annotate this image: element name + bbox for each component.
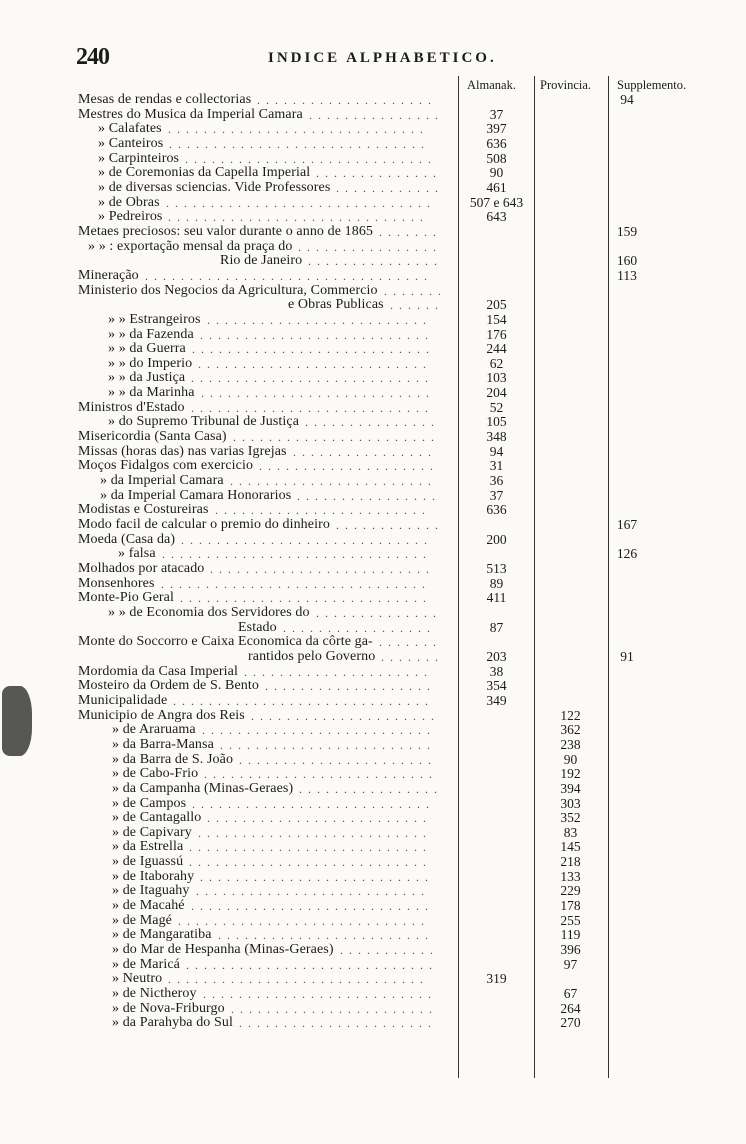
index-entry	[0, 577, 746, 592]
entry-label: » da Imperial Camara	[100, 473, 224, 489]
page-ref-c3: 160	[616, 253, 638, 269]
entry-label: Molhados por atacado	[78, 561, 205, 576]
entry-label: Monsenhores	[78, 575, 155, 591]
page-ref-c3: 126	[616, 546, 638, 562]
page-ref-c2: 83	[563, 824, 578, 840]
entry-label: » de Iguassú	[112, 854, 184, 870]
page-ref-c2: 264	[560, 1000, 581, 1016]
index-entry	[0, 489, 746, 504]
index-entry	[0, 313, 746, 328]
index-entry	[0, 533, 746, 548]
page-ref-c1: 94	[489, 443, 504, 459]
entry-label: » » da Marinha	[108, 385, 195, 401]
entry-label: » de Obras	[98, 194, 160, 210]
entry-label: » » de Economia dos Servidores do	[108, 604, 310, 620]
leader-dots: ............	[336, 180, 444, 195]
page-ref-c1: 62	[489, 355, 504, 371]
index-entry	[0, 474, 746, 489]
index-entry	[0, 899, 746, 914]
entry-label: » Carpinteiros	[98, 150, 180, 166]
page-ref-c1: 461	[486, 179, 507, 195]
leader-dots: ................	[293, 444, 437, 459]
page-ref-c2: 229	[560, 883, 581, 899]
page-ref-c1: 204	[486, 385, 507, 401]
index-entry	[0, 328, 746, 343]
leader-dots: .......	[381, 649, 444, 664]
index-entries	[0, 93, 746, 1031]
page-title: INDICE ALPHABETICO.	[268, 50, 497, 66]
page-ref-c1: 411	[486, 590, 507, 606]
entry-label: » da Estrella	[112, 839, 184, 855]
entry-label: » do Supremo Tribunal de Justiça	[108, 414, 300, 430]
entry-label: » falsa	[118, 546, 156, 562]
leader-dots: ..........................	[200, 327, 434, 342]
entry-label: Moços Fidalgos com exercicio	[78, 458, 254, 474]
entry-label: Municipio de Angra dos Reis	[78, 707, 245, 723]
index-entry	[0, 782, 746, 797]
leader-dots: .............................	[168, 210, 429, 225]
leader-dots: .........................	[207, 312, 432, 327]
entry-label: » » da Guerra	[108, 341, 186, 357]
leader-dots: .......	[379, 635, 442, 650]
leader-dots: ....................	[257, 93, 437, 107]
index-entry	[0, 371, 746, 386]
leader-dots: ...........................	[192, 342, 435, 357]
index-entry	[0, 1002, 746, 1017]
page-ref-c1: 513	[486, 561, 507, 576]
column-header-provincia: Provincia.	[540, 78, 592, 92]
entry-label: » » da Fazenda	[108, 326, 194, 342]
leader-dots: ...............	[308, 254, 443, 269]
leader-dots: ...........................	[191, 371, 434, 386]
page-ref-c1: 154	[486, 311, 507, 327]
page-ref-c2: 192	[560, 766, 581, 782]
index-entry	[0, 972, 746, 987]
page-ref-c1: 319	[486, 971, 507, 987]
page-ref-c2: 396	[560, 942, 581, 958]
leader-dots: ..........................	[198, 356, 432, 371]
index-entry	[0, 445, 746, 460]
entry-label: » de Nova-Friburgo	[112, 1000, 225, 1016]
entry-label: » de Itaborahy	[112, 868, 195, 884]
leader-dots: ...........................	[189, 840, 432, 855]
page-ref-c2: 362	[560, 722, 581, 738]
entry-label: » da Barra-Mansa	[112, 736, 214, 752]
index-entry	[0, 709, 746, 724]
index-entry	[0, 342, 746, 357]
page-ref-c3: 91	[620, 648, 634, 664]
index-entry	[0, 870, 746, 885]
leader-dots: ..........................	[202, 723, 436, 738]
entry-label: » Pedreiros	[98, 209, 163, 225]
leader-dots: ...........................	[191, 400, 434, 415]
entry-label: Mosteiro da Ordem de S. Bento	[78, 678, 259, 694]
leader-dots: .......	[379, 224, 442, 239]
leader-dots: .........................	[210, 562, 435, 576]
page-ref-c2: 122	[560, 707, 581, 723]
index-entry	[0, 621, 746, 636]
index-entry	[0, 93, 746, 108]
entry-label: Misericordia (Santa Casa)	[78, 429, 227, 445]
page-ref-c1: 37	[489, 106, 504, 122]
leader-dots: ..............	[316, 166, 442, 181]
index-entry	[0, 606, 746, 621]
entry-label: » Calafates	[98, 121, 162, 137]
index-entry	[0, 210, 746, 225]
entry-label: Monte-Pio Geral	[78, 590, 174, 606]
entry-label: Metaes preciosos: seu valor durante o anno de 1865	[78, 223, 374, 239]
page-ref-c1: 354	[486, 678, 507, 694]
index-entry	[0, 152, 746, 167]
entry-label: Mineração	[78, 267, 139, 283]
index-entry	[0, 987, 746, 1002]
page-ref-c2: 145	[560, 839, 581, 855]
index-entry	[0, 797, 746, 812]
column-header-almanak: Almanak.	[467, 78, 516, 92]
page-ref-c1: 90	[489, 165, 504, 181]
entry-label: Estado	[238, 619, 277, 635]
index-entry	[0, 914, 746, 929]
index-entry	[0, 225, 746, 240]
leader-dots: ........................	[218, 928, 434, 943]
leader-dots: .................	[283, 620, 436, 635]
entry-label: Modo facil de calcular o premio do dinheiro	[78, 517, 330, 533]
index-entry	[0, 855, 746, 870]
page-ref-c2: 97	[563, 956, 578, 972]
entry-label: » de Campos	[112, 795, 187, 811]
index-entry	[0, 928, 746, 943]
entry-label: » de Cabo-Frio	[112, 766, 199, 782]
page-ref-c2: 303	[560, 795, 581, 811]
leader-dots: ............................	[180, 591, 432, 606]
entry-label: » » da Justiça	[108, 370, 186, 386]
page-ref-c1: 52	[489, 399, 504, 415]
page-ref-c1: 348	[486, 429, 507, 445]
entry-label: » da Campanha (Minas-Geraes)	[112, 780, 294, 796]
index-entry	[0, 196, 746, 211]
entry-label: » Canteiros	[98, 135, 164, 151]
page-ref-c3: 159	[616, 223, 638, 239]
page-ref-c3: 167	[616, 517, 638, 533]
index-entry	[0, 694, 746, 709]
index-entry	[0, 269, 746, 284]
leader-dots: .............................	[168, 972, 429, 987]
entry-label: » de Coremonias da Capella Imperial	[98, 165, 311, 181]
leader-dots: ...............	[309, 107, 444, 122]
leader-dots: ............................	[178, 913, 430, 928]
index-entry	[0, 723, 746, 738]
leader-dots: ...........................	[192, 796, 435, 811]
entry-label: Ministros d'Estado	[78, 399, 185, 415]
entry-label: rantidos pelo Governo	[248, 648, 376, 664]
index-entry	[0, 958, 746, 973]
entry-label: » de Maricá	[112, 956, 180, 972]
page-ref-c1: 87	[489, 619, 504, 635]
entry-label: Mestres do Musica da Imperial Camara	[78, 106, 303, 122]
entry-label: » do Mar de Hespanha (Minas-Geraes)	[112, 942, 334, 958]
page-ref-c2: 178	[560, 898, 581, 914]
entry-label: » de Macahé	[112, 898, 185, 914]
index-entry	[0, 386, 746, 401]
index-entry	[0, 401, 746, 416]
leader-dots: .............................	[168, 122, 429, 137]
entry-label: Mordomia da Casa Imperial	[78, 663, 238, 679]
leader-dots: .......................	[233, 430, 440, 445]
leader-dots: .....................	[251, 708, 440, 723]
entry-label: Ministerio dos Negocios da Agricultura, Commercio	[78, 282, 378, 298]
index-entry	[0, 459, 746, 474]
index-entry	[0, 357, 746, 372]
page-ref-c2: 133	[560, 868, 581, 884]
index-entry	[0, 240, 746, 255]
entry-label: e Obras Publicas	[288, 297, 384, 313]
page-ref-c1: 508	[486, 150, 507, 166]
leader-dots: .......................	[230, 474, 437, 489]
index-entry	[0, 254, 746, 269]
index-entry	[0, 518, 746, 533]
index-entry	[0, 635, 746, 650]
page-header	[0, 44, 746, 70]
page-ref-c2: 119	[560, 927, 581, 943]
page-ref-c2: 352	[560, 810, 581, 826]
entry-label: » de Araruama	[112, 722, 196, 738]
index-entry	[0, 181, 746, 196]
leader-dots: ...........	[340, 943, 439, 958]
index-entry	[0, 108, 746, 123]
entry-label: » de Itaguahy	[112, 883, 190, 899]
entry-label: Municipalidade	[78, 692, 168, 708]
index-entry	[0, 503, 746, 518]
page-ref-c3: 113	[617, 267, 637, 283]
column-header-supplemento: Supplemento.	[617, 78, 687, 92]
page-ref-c1: 38	[489, 663, 504, 679]
page-ref-c2: 67	[563, 986, 578, 1002]
index-entry	[0, 1016, 746, 1031]
entry-label: » da Parahyba do Sul	[112, 1015, 233, 1031]
leader-dots: ......................	[239, 752, 437, 767]
entry-label: Rio de Janeiro	[220, 253, 303, 269]
page-ref-c1: 636	[486, 502, 507, 518]
leader-dots: .............................	[169, 136, 430, 151]
leader-dots: ..........................	[196, 884, 430, 899]
page-ref-c2: 238	[560, 736, 581, 752]
leader-dots: ................	[297, 488, 441, 503]
leader-dots: ..........................	[204, 767, 438, 782]
page-ref-c1: 37	[489, 487, 504, 503]
index-entry	[0, 665, 746, 680]
page-ref-c1: 636	[486, 135, 507, 151]
leader-dots: ...........................	[189, 855, 432, 870]
entry-label: » » do Imperio	[108, 355, 193, 371]
entry-label: Mesas de rendas e collectorias	[78, 92, 252, 107]
index-entry	[0, 547, 746, 562]
page-ref-c1: 31	[489, 458, 504, 474]
index-entry	[0, 943, 746, 958]
leader-dots: .............................	[173, 693, 434, 708]
leader-dots: ..............................	[161, 576, 431, 591]
page-ref-c1: 349	[486, 692, 507, 708]
leader-dots: ..........................	[200, 869, 434, 884]
leader-dots: ........................	[220, 737, 436, 752]
index-entry	[0, 430, 746, 445]
leader-dots: ...................	[265, 679, 436, 694]
entry-label: » de Magé	[112, 912, 172, 928]
page-ref-c1: 105	[486, 414, 507, 430]
page-number: 240	[76, 44, 109, 70]
leader-dots: ...............	[305, 415, 440, 430]
index-entry	[0, 166, 746, 181]
leader-dots: ................	[299, 781, 443, 796]
leader-dots: ..............................	[166, 195, 436, 210]
leader-dots: ......................	[239, 1016, 437, 1031]
leader-dots: .....................	[244, 664, 433, 679]
entry-label: » de Nictheroy	[112, 986, 197, 1002]
page-ref-c1: 176	[486, 326, 507, 342]
leader-dots: ............................	[181, 532, 433, 547]
index-entry	[0, 840, 746, 855]
leader-dots: ...........................	[191, 899, 434, 914]
page-ref-c1: 89	[489, 575, 504, 591]
index-entry	[0, 650, 746, 665]
page-ref-c1: 205	[486, 297, 507, 313]
index-entry	[0, 826, 746, 841]
entry-label: Monte do Soccorro e Caixa Economica da côrte ga-	[78, 634, 373, 650]
leader-dots: ..........................	[201, 386, 435, 401]
page-ref-c2: 255	[560, 912, 581, 928]
leader-dots: ..........................	[203, 987, 437, 1002]
index-entry	[0, 415, 746, 430]
page-ref-c1: 200	[486, 531, 507, 547]
entry-label: » da Imperial Camara Honorarios	[100, 487, 292, 503]
leader-dots: ............................	[186, 957, 438, 972]
leader-dots: ......	[390, 298, 444, 313]
entry-label: » » : exportação mensal da praça do	[88, 238, 293, 254]
page-ref-c2: 394	[560, 780, 581, 796]
entry-label: » » Estrangeiros	[108, 311, 201, 327]
leader-dots: ............................	[185, 151, 437, 166]
leader-dots: ........................	[215, 503, 431, 518]
leader-dots: ............	[336, 518, 444, 533]
index-entry	[0, 679, 746, 694]
index-entry	[0, 122, 746, 137]
index-entry	[0, 884, 746, 899]
entry-label: » da Barra de S. João	[112, 751, 234, 767]
index-entry	[0, 298, 746, 313]
leader-dots: ..............................	[162, 547, 432, 562]
leader-dots: ....................	[259, 459, 439, 474]
entry-label: Missas (horas das) nas varias Igrejas	[78, 443, 287, 459]
page-ref-c1: 36	[489, 473, 504, 489]
index-entry	[0, 591, 746, 606]
page-ref-c2: 218	[560, 854, 581, 870]
leader-dots: ..........................	[198, 825, 432, 840]
entry-label: Moeda (Casa da)	[78, 531, 176, 547]
entry-label: » de Cantagallo	[112, 810, 202, 826]
page-ref-c1: 103	[486, 370, 507, 386]
page-ref-c1: 643	[486, 209, 507, 225]
leader-dots: .......................	[231, 1001, 438, 1016]
entry-label: » de Capivary	[112, 824, 192, 840]
leader-dots: ................	[298, 239, 442, 254]
leader-dots: ..............	[316, 605, 442, 620]
index-entry	[0, 753, 746, 768]
page-ref-c1: 507 e 643	[469, 194, 524, 210]
leader-dots: ................................	[145, 268, 433, 283]
page-ref-c1: 244	[486, 341, 507, 357]
leader-dots: .........................	[207, 811, 432, 826]
index-entry	[0, 137, 746, 152]
page-ref-c1: 397	[486, 121, 507, 137]
index-entry	[0, 811, 746, 826]
entry-label: » de diversas sciencias. Vide Professores	[98, 179, 331, 195]
entry-label: » Neutro	[112, 971, 163, 987]
index-entry	[0, 284, 746, 299]
leader-dots: .......	[384, 283, 447, 298]
page-ref-c3: 94	[620, 92, 634, 107]
page-ref-c1: 203	[486, 648, 507, 664]
page-ref-c2: 270	[560, 1015, 581, 1031]
page-ref-c2: 90	[563, 751, 578, 767]
entry-label: » de Mangaratiba	[112, 927, 212, 943]
index-entry	[0, 562, 746, 577]
index-entry	[0, 767, 746, 782]
index-entry	[0, 738, 746, 753]
entry-label: Modistas e Costureiras	[78, 502, 209, 518]
